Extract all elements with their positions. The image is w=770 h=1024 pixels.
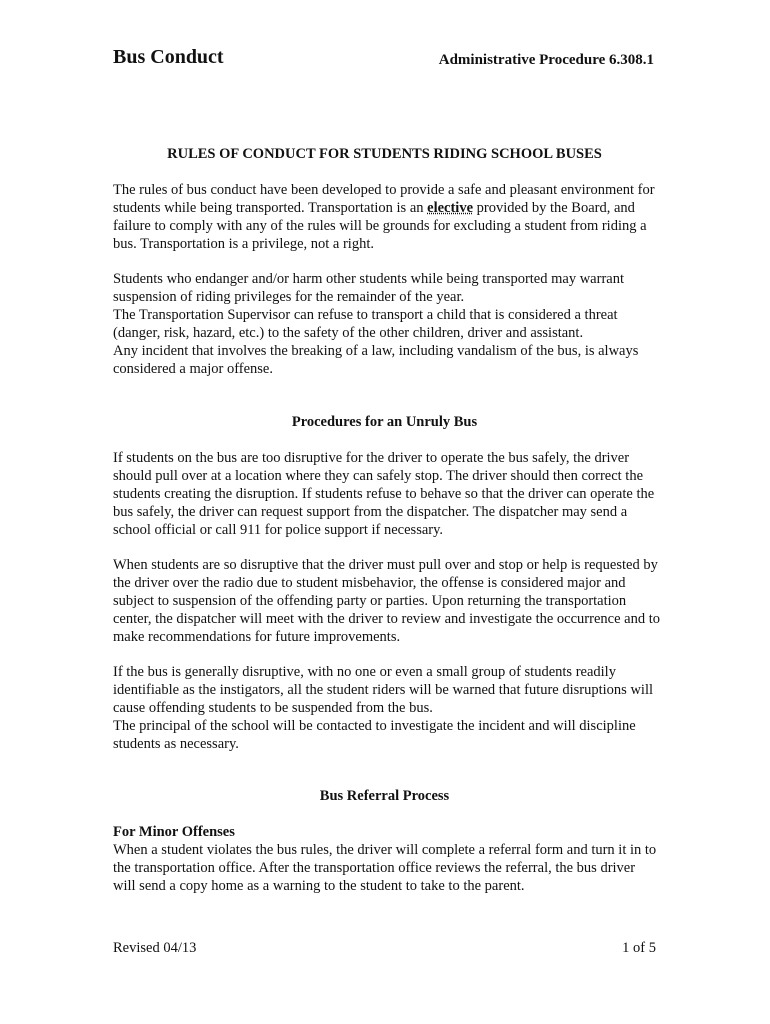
endanger-line-1: Students who endanger and/or harm other students while being transported may warrant suspension of riding privileges for the remainder of the year.	[113, 271, 624, 305]
unruly-paragraph-2: When students are so disruptive that the driver must pull over and stop or help is requested by the driver over the radio due to student misbehavior, the offense is considered major and subject to suspension of the offending party or parties. Upon returning the transportation center, the dispatcher will meet with the driver to review and investigate the occurrence and to make recommendations for future improvements.	[113, 557, 660, 645]
minor-offenses-heading: For Minor Offenses	[113, 824, 235, 840]
procedure-number: Administrative Procedure 6.308.1	[438, 52, 654, 68]
intro-text-after: provided by the Board, and failure to comply with any of the rules will be grounds for excluding a student from riding a bus. Transportation is a privilege, not a right.	[113, 200, 647, 252]
elective-emphasis: elective	[427, 200, 474, 216]
unruly-paragraph-3b: The principal of the school will be contacted to investigate the incident and will discipline students as necessary.	[113, 718, 636, 752]
minor-offenses-section	[113, 823, 660, 895]
page-number: 1 of 5	[622, 940, 656, 956]
unruly-paragraph-3	[113, 663, 660, 753]
referral-heading: Bus Referral Process	[319, 788, 450, 804]
intro-text-before: The rules of bus conduct have been developed to provide a safe and pleasant environment for students while being transported. Transportation is an	[113, 182, 655, 216]
main-heading: RULES OF CONDUCT FOR STUDENTS RIDING SCHOOL BUSES	[167, 146, 602, 162]
unruly-bus-heading: Procedures for an Unruly Bus	[291, 414, 478, 430]
endanger-paragraph	[113, 270, 660, 378]
revised-date: Revised 04/13	[113, 940, 197, 956]
unruly-paragraph-3a: If the bus is generally disruptive, with no one or even a small group of students readily identifiable as the instigators, all the student riders will be warned that future disruptions will cause offending students to be suspended from the bus.	[113, 664, 654, 716]
intro-paragraph	[113, 181, 660, 253]
endanger-line-3: Any incident that involves the breaking of a law, including vandalism of the bus, is always considered a major offense.	[113, 343, 639, 377]
minor-offenses-text: When a student violates the bus rules, the driver will complete a referral form and turn it in to the transportation office. After the transportation office reviews the referral, the bus driver will send a copy home as a warning to the student to take to the parent.	[113, 842, 657, 894]
document-title: Bus Conduct	[113, 46, 224, 68]
endanger-line-2: The Transportation Supervisor can refuse to transport a child that is considered a threat (danger, risk, hazard, etc.) to the safety of the other children, driver and assistant.	[113, 307, 618, 341]
unruly-paragraph-1: If students on the bus are too disruptive for the driver to operate the bus safely, the driver should pull over at a location where they can safely stop. The driver should then correct the students creating the disruption. If students refuse to behave so that the driver can operate the bus safely, the driver can request support from the dispatcher. The dispatcher may send a school official or call 911 for police support if necessary.	[113, 450, 655, 538]
